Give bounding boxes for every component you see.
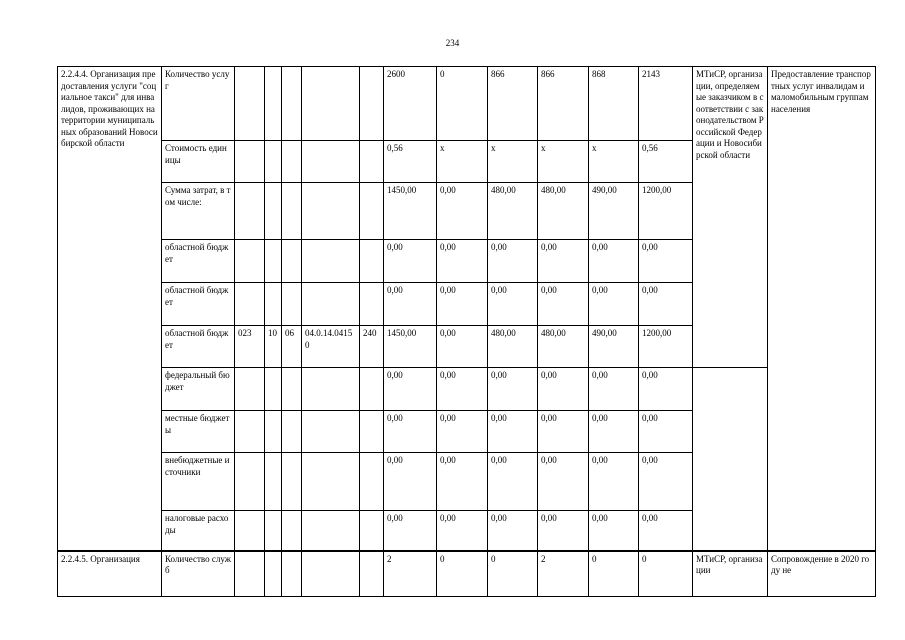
code-cell-c2 bbox=[265, 283, 282, 326]
value-cell: 0,00 bbox=[589, 411, 639, 453]
result-cell: Сопровождение в 2020 году не bbox=[768, 551, 876, 597]
code-cell-c1 bbox=[235, 240, 265, 283]
table-row bbox=[58, 67, 876, 141]
value-cell: 0,00 bbox=[384, 240, 437, 283]
code-cell-c5 bbox=[360, 453, 384, 511]
code-cell-c1 bbox=[235, 411, 265, 453]
row-label: федеральный бюджет bbox=[162, 368, 235, 411]
value-cell: 0,00 bbox=[437, 183, 488, 240]
code-cell-c2 bbox=[265, 240, 282, 283]
code-cell-c3 bbox=[282, 67, 302, 141]
value-cell: 0,00 bbox=[488, 511, 538, 551]
value-cell: 0,00 bbox=[639, 368, 693, 411]
row-label: Количество служб bbox=[162, 551, 235, 597]
value-cell: 0 bbox=[589, 551, 639, 597]
row-label: налоговые расходы bbox=[162, 511, 235, 551]
value-cell: 480,00 bbox=[538, 326, 589, 368]
code-cell-c4 bbox=[302, 511, 360, 551]
code-cell-c3 bbox=[282, 411, 302, 453]
code-cell-c3 bbox=[282, 183, 302, 240]
value-cell: 490,00 bbox=[589, 326, 639, 368]
value-cell: 0,00 bbox=[538, 511, 589, 551]
value-cell: 2143 bbox=[639, 67, 693, 141]
value-cell: 0,00 bbox=[437, 326, 488, 368]
code-cell-c1 bbox=[235, 141, 265, 183]
value-cell: x bbox=[589, 141, 639, 183]
value-cell: 0,00 bbox=[538, 283, 589, 326]
value-cell: 480,00 bbox=[538, 183, 589, 240]
executor-cell-empty bbox=[693, 368, 768, 551]
value-cell: 0,00 bbox=[589, 511, 639, 551]
code-cell-c3: 06 bbox=[282, 326, 302, 368]
code-cell-c5 bbox=[360, 67, 384, 141]
value-cell: 0,00 bbox=[488, 453, 538, 511]
value-cell: 0 bbox=[437, 551, 488, 597]
code-cell-c4 bbox=[302, 368, 360, 411]
code-cell-c3 bbox=[282, 511, 302, 551]
code-cell-c5 bbox=[360, 551, 384, 597]
code-cell-c5 bbox=[360, 141, 384, 183]
row-label: областной бюджет bbox=[162, 240, 235, 283]
activity-name: 2.2.4.4. Организация предоставления услуги "социальное такси" для инвалидов, проживающих на территории муниципальных образований Новосибирской области bbox=[58, 67, 162, 551]
code-cell-c1 bbox=[235, 183, 265, 240]
code-cell-c2 bbox=[265, 551, 282, 597]
value-cell: 0,56 bbox=[639, 141, 693, 183]
value-cell: 868 bbox=[589, 67, 639, 141]
value-cell: 0,00 bbox=[384, 411, 437, 453]
table-row bbox=[58, 551, 876, 597]
code-cell-c3 bbox=[282, 240, 302, 283]
table-body bbox=[58, 67, 876, 597]
value-cell: 0,00 bbox=[437, 511, 488, 551]
value-cell: 0,00 bbox=[538, 411, 589, 453]
value-cell: 0,00 bbox=[639, 511, 693, 551]
value-cell: 1200,00 bbox=[639, 326, 693, 368]
code-cell-c5 bbox=[360, 368, 384, 411]
program-table bbox=[57, 66, 876, 597]
value-cell: 0 bbox=[488, 551, 538, 597]
code-cell-c4 bbox=[302, 183, 360, 240]
value-cell: 0,00 bbox=[589, 240, 639, 283]
code-cell-c3 bbox=[282, 551, 302, 597]
value-cell: 0,00 bbox=[488, 368, 538, 411]
code-cell-c1 bbox=[235, 511, 265, 551]
code-cell-c4 bbox=[302, 67, 360, 141]
code-cell-c3 bbox=[282, 368, 302, 411]
code-cell-c4 bbox=[302, 283, 360, 326]
executor-cell: МТиСР, организации bbox=[693, 551, 768, 597]
row-label: областной бюджет bbox=[162, 326, 235, 368]
value-cell: 0,00 bbox=[639, 453, 693, 511]
code-cell-c4 bbox=[302, 240, 360, 283]
code-cell-c2 bbox=[265, 411, 282, 453]
value-cell: 0,00 bbox=[538, 240, 589, 283]
code-cell-c4 bbox=[302, 453, 360, 511]
code-cell-c2: 10 bbox=[265, 326, 282, 368]
value-cell: 0,00 bbox=[437, 368, 488, 411]
value-cell: 0 bbox=[437, 67, 488, 141]
code-cell-c5 bbox=[360, 183, 384, 240]
code-cell-c5 bbox=[360, 240, 384, 283]
code-cell-c1 bbox=[235, 551, 265, 597]
code-cell-c2 bbox=[265, 511, 282, 551]
value-cell: 480,00 bbox=[488, 183, 538, 240]
code-cell-c1 bbox=[235, 453, 265, 511]
code-cell-c4 bbox=[302, 551, 360, 597]
value-cell: 0,00 bbox=[437, 283, 488, 326]
value-cell: 0,00 bbox=[384, 511, 437, 551]
value-cell: 0,00 bbox=[384, 453, 437, 511]
row-label: внебюджетные источники bbox=[162, 453, 235, 511]
row-label: местные бюджеты bbox=[162, 411, 235, 453]
value-cell: x bbox=[437, 141, 488, 183]
value-cell: 0,00 bbox=[538, 368, 589, 411]
code-cell-c3 bbox=[282, 453, 302, 511]
code-cell-c5 bbox=[360, 511, 384, 551]
value-cell: 1450,00 bbox=[384, 326, 437, 368]
value-cell: 0,00 bbox=[437, 240, 488, 283]
code-cell-c1 bbox=[235, 67, 265, 141]
value-cell: 2 bbox=[384, 551, 437, 597]
row-label: Количество услуг bbox=[162, 67, 235, 141]
value-cell: 0,00 bbox=[488, 283, 538, 326]
code-cell-c5 bbox=[360, 411, 384, 453]
value-cell: x bbox=[488, 141, 538, 183]
code-cell-c3 bbox=[282, 141, 302, 183]
code-cell-c2 bbox=[265, 141, 282, 183]
value-cell: 0,00 bbox=[589, 453, 639, 511]
page-number: 234 bbox=[445, 38, 460, 48]
value-cell: 0,00 bbox=[639, 240, 693, 283]
row-label: Стоимость единицы bbox=[162, 141, 235, 183]
value-cell: 0,00 bbox=[384, 368, 437, 411]
table-row bbox=[58, 368, 876, 411]
code-cell-c2 bbox=[265, 67, 282, 141]
value-cell: 0,00 bbox=[639, 283, 693, 326]
row-label: областной бюджет bbox=[162, 283, 235, 326]
code-cell-c2 bbox=[265, 183, 282, 240]
activity-name: 2.2.4.5. Организация bbox=[58, 551, 162, 597]
value-cell: 0,00 bbox=[488, 240, 538, 283]
code-cell-c4: 04.0.14.04150 bbox=[302, 326, 360, 368]
value-cell: 0,00 bbox=[538, 453, 589, 511]
code-cell-c3 bbox=[282, 283, 302, 326]
code-cell-c2 bbox=[265, 368, 282, 411]
value-cell: 0,00 bbox=[437, 453, 488, 511]
value-cell: 0,00 bbox=[437, 411, 488, 453]
value-cell: 480,00 bbox=[488, 326, 538, 368]
code-cell-c5: 240 bbox=[360, 326, 384, 368]
value-cell: 0,00 bbox=[384, 283, 437, 326]
value-cell: 0 bbox=[639, 551, 693, 597]
value-cell: 866 bbox=[488, 67, 538, 141]
value-cell: 1200,00 bbox=[639, 183, 693, 240]
value-cell: 0,00 bbox=[639, 411, 693, 453]
value-cell: x bbox=[538, 141, 589, 183]
code-cell-c1 bbox=[235, 368, 265, 411]
value-cell: 2600 bbox=[384, 67, 437, 141]
value-cell: 0,00 bbox=[589, 368, 639, 411]
code-cell-c2 bbox=[265, 453, 282, 511]
row-label: Сумма затрат, в том числе: bbox=[162, 183, 235, 240]
value-cell: 0,00 bbox=[589, 283, 639, 326]
code-cell-c1: 023 bbox=[235, 326, 265, 368]
value-cell: 490,00 bbox=[589, 183, 639, 240]
code-cell-c4 bbox=[302, 411, 360, 453]
value-cell: 866 bbox=[538, 67, 589, 141]
code-cell-c5 bbox=[360, 283, 384, 326]
value-cell: 1450,00 bbox=[384, 183, 437, 240]
value-cell: 0,56 bbox=[384, 141, 437, 183]
result-cell: Предоставление транспортных услуг инвалидам и маломобильным группам населения bbox=[768, 67, 876, 551]
value-cell: 0,00 bbox=[488, 411, 538, 453]
executor-cell: МТиСР, организации, определяемые заказчиком в соответствии с законодательством Российской Федерации и Новосибирской области bbox=[693, 67, 768, 368]
code-cell-c1 bbox=[235, 283, 265, 326]
value-cell: 2 bbox=[538, 551, 589, 597]
code-cell-c4 bbox=[302, 141, 360, 183]
